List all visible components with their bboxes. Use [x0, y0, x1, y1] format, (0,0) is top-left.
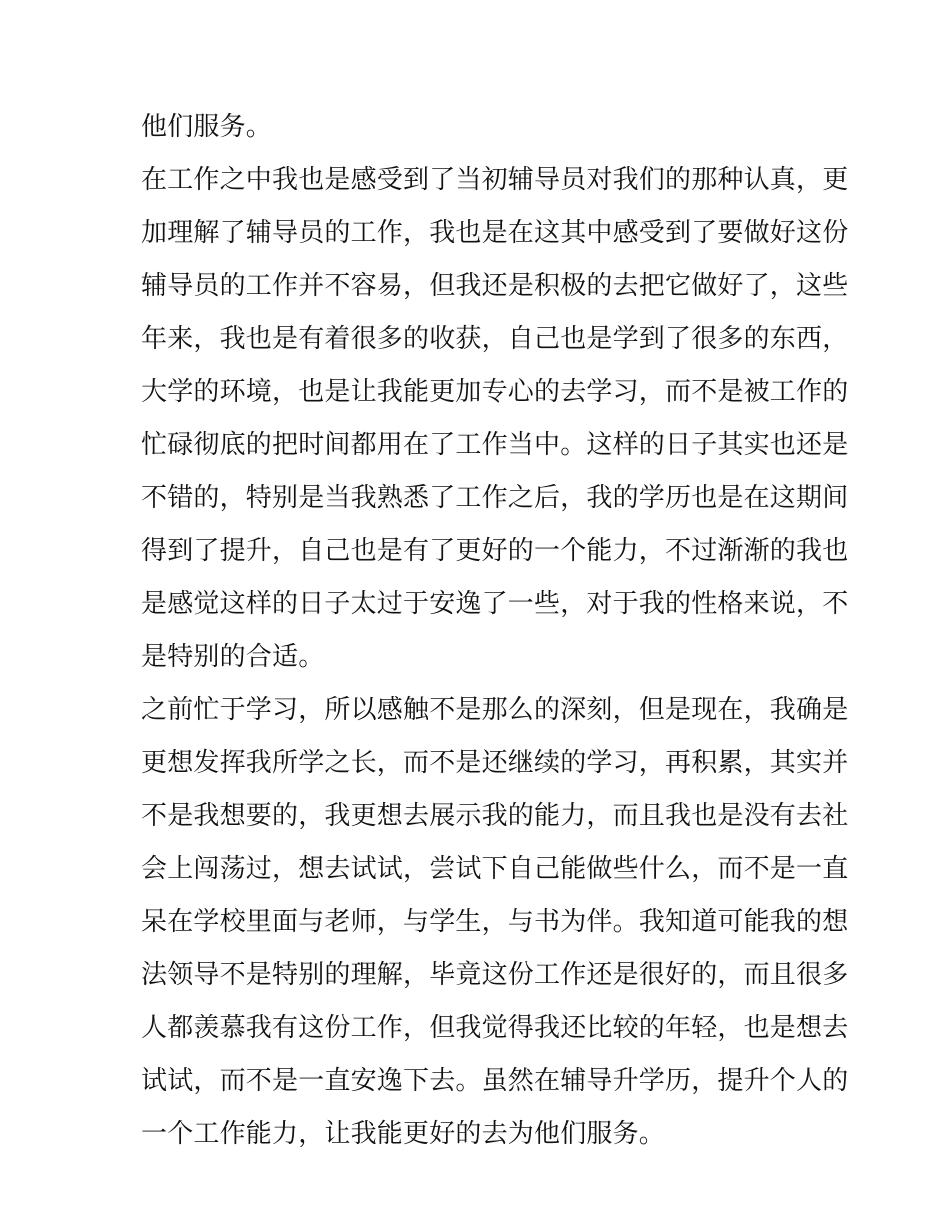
text-line: 会上闯荡过，想去试试，尝试下自己能做些什么，而不是一直: [141, 854, 849, 884]
text-line: 忙碌彻底的把时间都用在了工作当中。这样的日子其实也还是: [141, 430, 849, 460]
text-line: 不是我想要的，我更想去展示我的能力，而且我也是没有去社: [141, 801, 849, 831]
text-line: 他们服务。: [141, 112, 273, 142]
text-line: 得到了提升，自己也是有了更好的一个能力，不过渐渐的我也: [141, 536, 849, 566]
text-line: 试试，而不是一直安逸下去。虽然在辅导升学历，提升个人的: [141, 1066, 849, 1096]
text-line: 法领导不是特别的理解，毕竟这份工作还是很好的，而且很多: [141, 960, 849, 990]
text-line: 是感觉这样的日子太过于安逸了一些，对于我的性格来说，不: [141, 589, 849, 619]
text-line: 年来，我也是有着很多的收获，自己也是学到了很多的东西，: [141, 324, 849, 354]
text-line: 在工作之中我也是感受到了当初辅导员对我们的那种认真，更: [141, 165, 849, 195]
text-line: 是特别的合适。: [141, 642, 325, 672]
text-line: 辅导员的工作并不容易，但我还是积极的去把它做好了，这些: [141, 271, 849, 301]
text-line: 呆在学校里面与老师，与学生，与书为伴。我知道可能我的想: [141, 907, 849, 937]
text-line: 大学的环境，也是让我能更加专心的去学习，而不是被工作的: [141, 377, 849, 407]
text-line: 人都羡慕我有这份工作，但我觉得我还比较的年轻，也是想去: [141, 1013, 849, 1043]
text-line: 一个工作能力，让我能更好的去为他们服务。: [141, 1119, 666, 1149]
text-line: 更想发挥我所学之长，而不是还继续的学习，再积累，其实并: [141, 748, 849, 778]
text-line: 加理解了辅导员的工作，我也是在这其中感受到了要做好这份: [141, 218, 849, 248]
text-line: 之前忙于学习，所以感触不是那么的深刻，但是现在，我确是: [141, 695, 849, 725]
text-line: 不错的，特别是当我熟悉了工作之后，我的学历也是在这期间: [141, 483, 849, 513]
